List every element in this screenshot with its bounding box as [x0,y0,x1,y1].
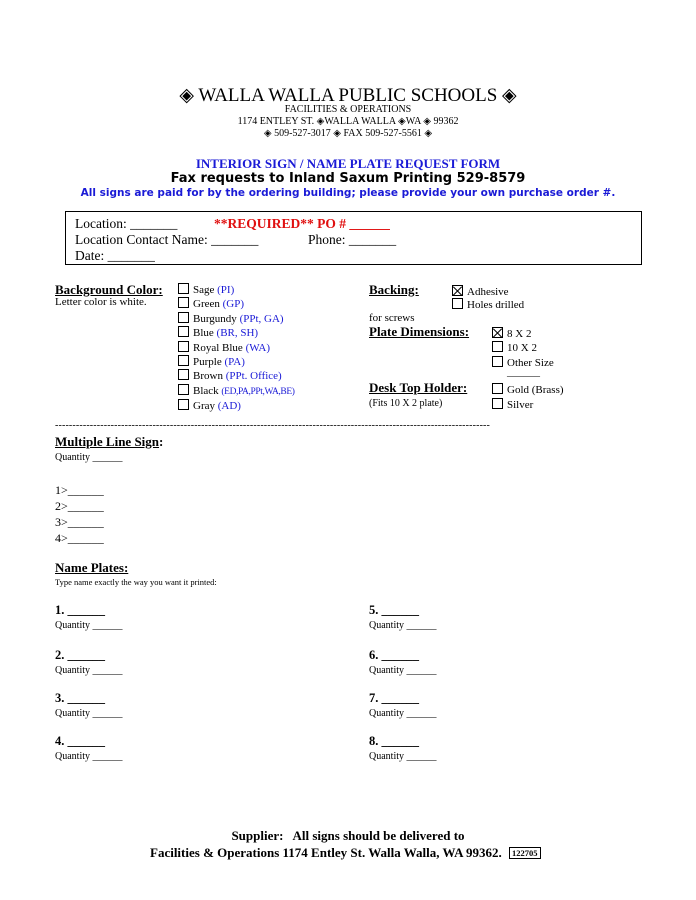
name-plate-7[interactable]: 7. ______ [369,691,419,705]
contact-name-field[interactable]: Location Contact Name: _______ [75,232,259,247]
state: WA [405,116,421,127]
checkbox[interactable] [452,298,463,309]
department: FACILITIES & OPERATIONS [284,104,412,115]
header-phone: 509-527-3017 [274,128,331,139]
option-label: 8 X 2 [507,328,532,340]
color-option-green[interactable] [178,297,295,311]
diamond-icon: ◈ [424,128,433,139]
color-option-black[interactable] [178,384,295,399]
section-divider: ----------------------------------------------------------------------------------------------------------------------------- [55,420,491,431]
checkbox[interactable] [178,297,189,308]
option-label: Other Size [507,356,554,369]
color-option-blue[interactable] [178,326,295,340]
checkbox-checked[interactable] [492,327,503,338]
name-plate-2[interactable]: 2. ______ [55,648,105,662]
diamond-icon: ◈ [502,85,517,106]
sign-line-list [55,482,104,546]
plate-size-10x2[interactable] [492,341,554,355]
option-code: (WA) [245,341,270,354]
sign-line-2[interactable]: 2>______ [55,499,104,513]
checkbox[interactable] [492,341,503,352]
desk-top-options [492,383,564,412]
diamond-icon: ◈ [179,85,194,106]
sign-line-1[interactable]: 1>______ [55,483,104,497]
holder-gold-option[interactable] [492,383,564,398]
zip: 99362 [433,116,459,127]
delivery-address-line [150,845,541,861]
checkbox[interactable] [178,341,189,352]
option-label: Blue [193,327,214,340]
name-plate-8[interactable]: 8. ______ [369,734,419,748]
name-plate-5[interactable]: 5. ______ [369,603,419,617]
checkbox[interactable] [178,399,189,410]
supplier-line: Supplier: All signs should be delivered to [231,828,465,843]
name-plates-instruction: Type name exactly the way you want it printed: [55,577,217,587]
required-po-field[interactable]: **REQUIRED** PO # ______ [214,216,390,231]
checkbox[interactable] [492,356,503,367]
color-option-sage[interactable] [178,283,295,297]
option-code: (PPt. Office) [225,370,282,383]
option-code: (AD) [217,400,241,413]
option-label: Burgundy [193,312,237,325]
checkbox[interactable] [178,355,189,366]
address-line [0,116,696,127]
option-label: Holes drilled [467,299,525,311]
diamond-icon: ◈ [316,116,325,127]
name-plate-4-quantity[interactable]: Quantity ______ [55,751,123,762]
option-code: (PPt, GA) [239,312,284,325]
color-option-list [178,283,295,414]
option-label: Sage [193,284,215,296]
multiple-line-quantity[interactable]: Quantity ______ [55,452,123,463]
option-label: 10 X 2 [507,342,537,355]
checkbox[interactable] [178,384,189,395]
option-label: Green [193,298,220,311]
sign-line-4[interactable]: 4>______ [55,531,104,545]
option-label: Royal Blue [193,341,243,354]
name-plate-7-quantity[interactable]: Quantity ______ [369,708,437,719]
option-label: Brown [193,370,223,383]
plate-dimensions-options [492,327,554,370]
option-label: Adhesive [467,286,509,298]
checkbox[interactable] [492,383,503,394]
backing-holes-continued: for screws [369,312,415,324]
option-label: Purple [193,356,222,369]
sign-line-3[interactable]: 3>______ [55,515,104,529]
plate-size-8x2[interactable] [492,327,554,341]
plate-dimensions-heading: Plate Dimensions: [369,324,470,339]
background-color-heading: Background Color: [55,282,163,297]
name-plates-heading: Name Plates: [55,560,129,575]
payment-notice: All signs are paid for by the ordering building; please provide your own purchase order #. [80,187,616,199]
backing-heading: Backing: [369,282,419,297]
option-code: (PA) [224,356,245,369]
option-label: Black [193,384,219,397]
title-text: WALLA WALLA PUBLIC SCHOOLS [198,85,498,106]
name-plate-6[interactable]: 6. ______ [369,648,419,662]
other-size-blank[interactable]: ______ [507,366,540,378]
diamond-icon: ◈ [398,116,406,127]
delivery-address: Facilities & Operations 1174 Entley St. Walla Walla, WA 99362. [150,845,502,860]
date-field[interactable]: Date: _______ [75,248,155,263]
color-option-gray[interactable] [178,399,295,413]
checkbox[interactable] [178,312,189,323]
diamond-icon: ◈ [423,116,431,127]
checkbox[interactable] [492,398,503,409]
name-plate-2-quantity[interactable]: Quantity ______ [55,665,123,676]
multiple-line-heading [55,434,163,450]
name-plate-1-quantity[interactable]: Quantity ______ [55,620,123,631]
name-plate-1[interactable]: 1. ______ [55,603,105,617]
option-label: Gray [193,400,215,413]
heading-text: Multiple Line Sign [55,434,160,449]
option-label: Silver [507,398,534,411]
name-plate-4[interactable]: 4. ______ [55,734,105,748]
name-plate-3-quantity[interactable]: Quantity ______ [55,708,123,719]
contact-line [0,128,696,139]
form-title: INTERIOR SIGN / NAME PLATE REQUEST FORM [195,156,501,171]
diamond-icon: ◈ [263,128,272,139]
city: WALLA WALLA [324,116,396,127]
street: 1174 ENTLEY ST. [237,116,315,127]
option-code: (ED,PA,PPt,WA,BE) [221,386,295,397]
checkbox[interactable] [178,369,189,380]
checkbox[interactable] [178,283,189,294]
name-plate-8-quantity[interactable]: Quantity ______ [369,751,437,762]
name-plate-6-quantity[interactable]: Quantity ______ [369,665,437,676]
backing-holes-option[interactable] [452,298,524,311]
color-option-burgundy[interactable] [178,312,295,326]
color-option-royal-blue[interactable] [178,341,295,355]
phone-field[interactable]: Phone: _______ [308,232,397,247]
fax-instructions: Fax requests to Inland Saxum Printing 529-8579 [170,171,526,186]
desk-top-holder-heading: Desk Top Holder: [369,380,468,395]
desk-top-note: (Fits 10 X 2 plate) [369,398,443,409]
option-code: (PI) [217,284,235,296]
color-option-brown[interactable] [178,369,295,383]
backing-adhesive-option[interactable] [452,285,509,298]
option-label: Gold (Brass) [507,384,564,396]
option-code: (BR, SH) [216,327,259,340]
color-option-purple[interactable] [178,355,295,369]
diamond-icon: ◈ [333,128,341,139]
name-plate-3[interactable]: 3. ______ [55,691,105,705]
location-field[interactable]: Location: _______ [75,216,178,231]
name-plate-5-quantity[interactable]: Quantity ______ [369,620,437,631]
checkbox-checked[interactable] [452,285,463,296]
holder-silver-option[interactable] [492,398,564,413]
header-fax: FAX 509-527-5561 [343,128,422,139]
letter-color-note: Letter color is white. [55,296,147,308]
heading-colon: : [159,434,164,449]
form-number: 122705 [509,847,541,859]
option-code: (GP) [222,298,245,311]
checkbox[interactable] [178,326,189,337]
